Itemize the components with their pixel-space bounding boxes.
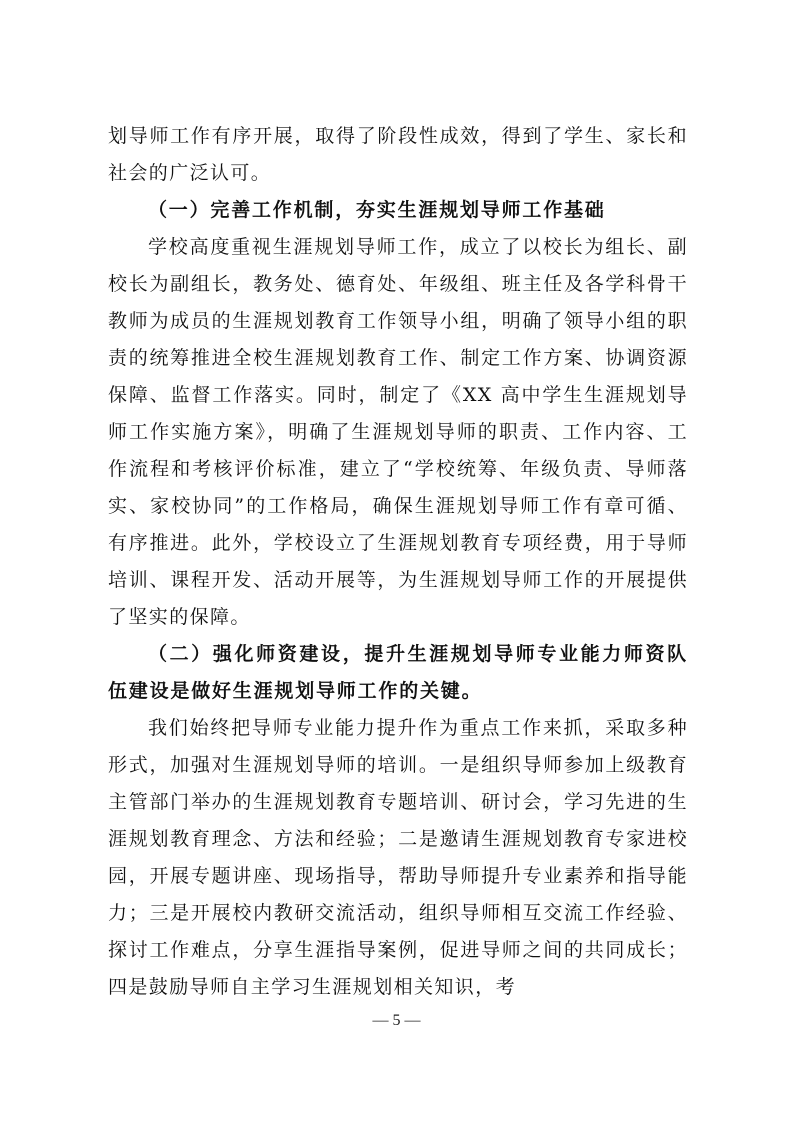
section-2-paragraph: 我们始终把导师专业能力提升作为重点工作来抓，采取多种形式，加强对生涯规划导师的培训。一是组织导师参加上级教育主管部门举办的生涯规划教育专题培训、研讨会，学习先进的生涯规划教育理念、方法和经验；二是邀请生涯规划教育专家进校园，开展专题讲座、现场指导，帮助导师提升专业素养和指导能力；三是开展校内教研交流活动，组织导师相互交流工作经验、探讨工作难点，分享生涯指导案例，促进导师之间的共同成长；四是鼓励导师自主学习生涯规划相关知识，考 bbox=[108, 717, 688, 998]
page-number: — 5 — bbox=[372, 1012, 421, 1029]
section-1-paragraph: 学校高度重视生涯规划导师工作，成立了以校长为组长、副校长为副组长，教务处、德育处、年级组、班主任及各学科骨干教师为成员的生涯规划教育工作领导小组，明确了领导小组的职责的统筹推进全校生涯规划教育工作、制定工作方案、协调资源保障、监督工作落实。同时，制定了《XX 高中学生生涯规划导师工作实施方案》，明确了生涯规划导师的职责、工作内容、工作流程和考核评价标准，建立了“学校统筹、年级负责、导师落实、家校协同”的工作格局，确保生涯规划导师工作有章可循、有序推进。此外，学校设立了生涯规划教育专项经费，用于导师培训、课程开发、活动开展等，为生涯规划导师工作的开展提供了坚实的保障。 bbox=[108, 236, 688, 628]
body-text bbox=[108, 118, 688, 1006]
continuation-paragraph: 划导师工作有序开展，取得了阶段性成效，得到了学生、家长和社会的广泛认可。 bbox=[108, 125, 688, 184]
section-heading-2: （二）强化师资建设，提升生涯规划导师专业能力师资队伍建设是做好生涯规划导师工作的关键。 bbox=[108, 643, 688, 702]
section-heading-1: （一）完善工作机制，夯实生涯规划导师工作基础 bbox=[148, 199, 606, 221]
